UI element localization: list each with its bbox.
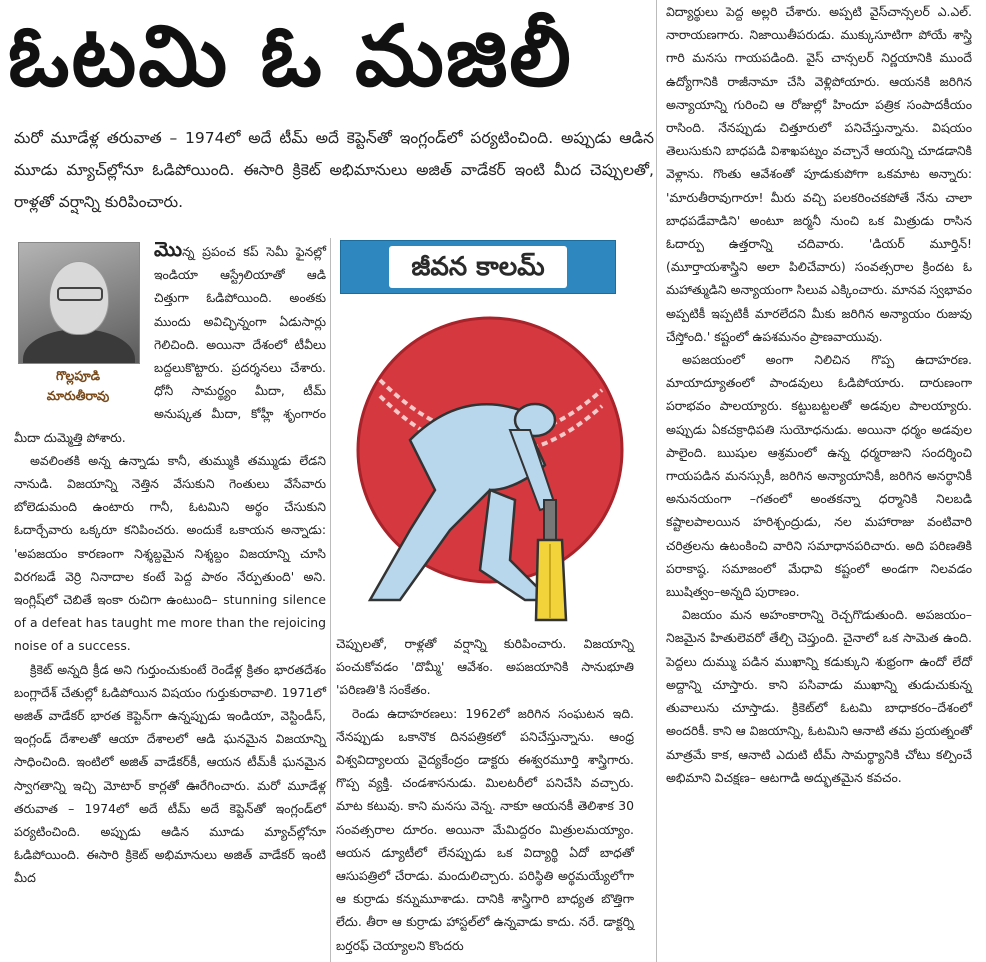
author-name-line1: గొల్లపూడి: [56, 368, 100, 383]
paragraph: విద్యార్థులు పెద్ద అల్లరి చేశారు. అప్పటి వైస్‌చాన్సలర్ ఎ.ఎల్. నారాయణగారు. నిజాయితీపరుడు. ముక్కుసూటిగా పోయే శాస్త్రి గారి మనసు గాయపడింది. వైస్ చాన్సలర్ నిర్ణయానికి ముందే ఉద్యోగానికి రాజీనామా చేసి వెళ్లిపోయారు. ఆయనకి జరిగిన అన్యాయాన్ని గురించి ఆ రోజుల్లో హిందూ పత్రిక సంపాదకీయం రాసింది. నేనప్పుడు చిత్తూరులో పనిచేస్తున్నాను. విషయం తెలుసుకుని బాధపడి విశాఖపట్నం వచ్చానే ఆయన్ని చూడడానికి వెళ్లాను. గొంతు ఆవేశంతో పూడుకుపోగా ఒకమాట అన్నారు: 'మారుతీరావుగారూ! మీరు వచ్చి పలకరించకపోతే నేను చాలా బాధపడేవాడిని' అంటూ జర్మనీ నుంచి ఒక మిత్రుడు రాసిన ఓదార్పు ఉత్తరాన్ని చదివారు. 'డియర్ మూర్తిన్! (మూర్తాయశాస్త్రిని అలా పిలిచేవారు) సంవత్సరాల క్రిందట ఓ మహాత్ముడిని అన్యాయంగా సిలువ ఎక్కించారు. మానవ స్వభావం అప్పటికీ ఇప్పటికీ మారలేదని మీకు జరిగిన అన్యాయం రుజువు చేస్తోంది.' కష్టంలో ఉపశమనం ప్రాణవాయువు.: [666, 4, 972, 344]
author-name-line2: మారుతీరావు: [46, 388, 110, 403]
column-title: జీవన కాలమ్: [389, 246, 566, 288]
paragraph: రెండు ఉదాహరణలు: 1962లో జరిగిన సంఘటన ఇది. నేనప్పుడు ఒకానొక దినపత్రికలో పనిచేస్తున్నాను. ఆంధ్ర విశ్వవిద్యాలయ వైద్యకేంద్రం డాక్టరు ఈశ్వరమూర్తి శాస్త్రిగారు. గొప్ప వ్యక్తి. చండశాసనుడు. మిలటరీలో పనిచేసి వచ్చారు. మాట కటువు. కాని మనసు వెన్న. నాకూ ఆయనకీ తెలిశాక 30 సంవత్సరాల దూరం. అయినా మేమిద్దరం మిత్రులమయ్యాం. ఆయన డ్యూటీలో లేనప్పుడు ఒక విద్యార్థి ఏదో బాధతో ఆసుపత్రిలో చేరాడు. మందులిచ్చారు. పరిస్థితి అర్థమయ్యేలోగా ఆ కుర్రాడు కన్నుమూశాడు. దానికి శాస్త్రిగారి బాధ్యత బొత్తిగా లేదు. తీరా ఆ కుర్రాడు హాస్టల్‌లో ఉన్నవాడు కాదు. నరే. డాక్టర్ని బర్తరఫ్ చెయ్యాలని కొందరు: [336, 705, 634, 953]
right-column: [666, 0, 972, 789]
author-box: [14, 238, 146, 403]
headline: ఓటమి ఓ మజిలీ: [8, 7, 573, 105]
english-quote: stunning silence of a defeat has taught me more than the rejoicing noise of a success.: [14, 592, 326, 654]
paragraph-text: అవలింతకి అన్న ఉన్నాడు కానీ, తుమ్ముకి తమ్ముడు లేడని నానుడి. విజయాన్ని నెత్తిన వేసుకుని గెంతులు వేసేవారు బోలెడుమంది ఉంటారు గానీ, ఓటమిని అర్థం చేసుకుని ఓదార్చేవారు ఒక్కరూ కనిపించరు. అందుకే ఒకాయన అన్నాడు: 'అపజయం కారణంగా నిశ్శబ్దమైన నిశ్శబ్దం విజయాన్ని చూసి విరగబడే వెర్రి నినాదాల కంటే పెద్ద పాఠం నేర్పుతుంది' అని. ఇంగ్లిష్‌లో చెబితే ఇంకా రుచిగా ఉంటుంది–: [14, 452, 326, 608]
deck-summary: మరో మూడేళ్ల తరువాత – 1974లో అదే టీమ్ అదే కెప్టెన్‌తో ఇంగ్లండ్‌లో పర్యటించింది. అప్పుడు ఆడిన మూడు మ్యాచ్‌ల్లోనూ ఓడిపోయింది. ఈసారి క్రికెట్ అభిమానులు అజిత్ వాడేకర్ ఇంటి మీద చెప్పులతో, రాళ్లతో వర్షాన్ని కురిపించారు.: [14, 129, 654, 211]
column-divider: [656, 0, 657, 962]
paragraph: అపజయంలో అంగా నిలిచిన గొప్ప ఉదాహరణ. మాయాద్యూతంలో పాండవులు ఓడిపోయారు. దారుణంగా పరాభవం పాలయ్యారు. కట్టుబట్టలతో అడవుల పాలయ్యారు. అప్పుడు ఏకచక్రాధిపతి సుయోధనుడు. అయినా ధర్మం అడవుల పాలైంది. ఋషుల ఆశ్రమంలో ఉన్న ధర్మరాజుని సందర్శించి గాయపడిన మనస్సుకీ, జరిగిన అన్యాయానికీ, జరిగిన అనర్థానికీ అనునయంగా –గతంలో అంతకన్నా ధర్మానికి నిలబడి కష్టాలపాలయిన హరిశ్చంద్రుడు, నల మహారాజు వంటివారి చరిత్రలను ఉటంకించి వారిని సమాధానపరిచారు. అది పరిణతికి పరాకాష్ఠ. సమాజంలో మేధావి కష్టంలో అండగా నిలవడం ఋషిత్వం–అన్నది పురాణం.: [666, 352, 972, 600]
cricket-illustration-icon: [340, 300, 632, 626]
middle-column: [336, 632, 634, 957]
column-divider: [330, 238, 331, 962]
left-column: [14, 238, 326, 890]
paragraph: [14, 449, 326, 658]
paragraph-text: న్న ప్రపంచ కప్ సెమీ ఫైనల్లో ఇండియా ఆస్ట్రేలియాతో ఆడి చిత్తుగా ఓడిపోయింది. అంతకు ముందు అవిచ్ఛిన్నంగా ఏడుసార్లు గెలిచింది. అయినా దేశంలో టీవీలు బద్దలుకొట్టారు. ప్రదర్శనలు చేశారు. ధోనీ సామర్థ్యం మీదా, టీమ్ అనుష్కత మీదా, కోహ్లీ శృంగారం మీదా దుమ్మెత్తి పోశారు.: [14, 244, 326, 445]
paragraph: చెప్పులతో, రాళ్లతో వర్షాన్ని కురిపించారు. విజయాన్ని పంచుకోవడం 'దొమ్మీ' ఆవేశం. అపజయానికి సానుభూతి 'పరిణతి'కి సంకేతం.: [336, 636, 634, 698]
author-photo: [18, 242, 140, 364]
column-title-banner: [340, 240, 616, 294]
dropcap: మొ: [154, 237, 183, 261]
paragraph: క్రికెట్ అన్నది క్రీడ అని గుర్తుంచుకుంటే రెండేళ్ల క్రితం భారతదేశం బంగ్లాదేశ్ చేతుల్లో ఓడిపోయిన విషయం గుర్తుకురావాలి. 1971లో అజిత్ వాడేకర్ భారత కెప్టెన్‌గా ఉన్నప్పుడు ఇండియా, వెస్టిండీస్, ఇంగ్లండ్ దేశాలతో ఆయా దేశాలలో ఆడి ఘనమైన విజయాన్ని సాధించింది. ఇంటిలో అజిత్ వాడేకర్‌కీ, ఆయన టీమ్‌కీ ఘనమైన స్వాగతాన్ని ఇచ్చి మోటార్ కార్లతో ఊరేగించారు. మరో మూడేళ్ల తరువాత – 1974లో అదే టీమ్ అదే కెప్టెన్‌తో ఇంగ్లండ్‌లో పర్యటించింది. అప్పుడు ఆడిన మూడు మ్యాచ్‌ల్లోనూ ఓడిపోయింది. ఈసారి క్రికెట్ అభిమానులు అజిత్ వాడేకర్ ఇంటి మీద: [14, 661, 326, 886]
paragraph: విజయం మన అహంకారాన్ని రెచ్చగొడుతుంది. అపజయం–నిజమైన హితులెవరో తేల్చి చెప్తుంది. చైనాలో ఒక సామెత ఉంది. పెద్దలు దుమ్ము పడిన ముఖాన్ని కడుక్కుని శుభ్రంగా ఉందో లేదో అద్దాన్ని చూస్తారు. కాని పసివాడు ముఖాన్ని తుడుచుకున్న తువాలును చూస్తాడు. క్రికెట్‌లో ఓటమి బాధాకరం–దేశంలో అందరికీ. కాని ఆ విజయాన్ని, ఓటమిని ఆనాటి తమ ప్రయత్నంతో మాత్రమే కాక, ఆనాటి ఎదుటి టీమ్ సామర్థ్యానికి చోటు కల్పించే అభిమాని విచక్షణ– ఆటగాడి అద్భుతమైన కవచం.: [666, 607, 972, 785]
